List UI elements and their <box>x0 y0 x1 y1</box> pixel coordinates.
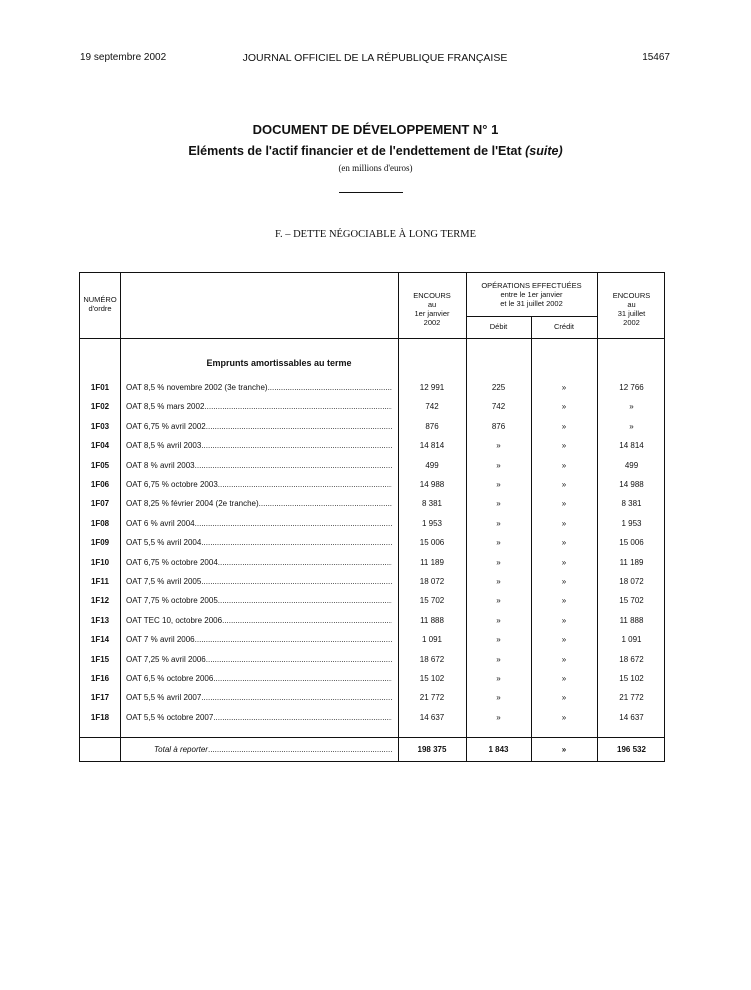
row-encours-fin: 11 189 <box>619 557 644 567</box>
row-encours-debut: 8 381 <box>421 499 443 509</box>
row-code: 1F10 <box>90 557 110 567</box>
header-credit: Crédit <box>553 322 574 331</box>
row-label: OAT 8,25 % février 2004 (2e tranche) ..... <box>126 499 392 508</box>
row-debit: » <box>496 460 501 470</box>
row-encours-debut: 15 102 <box>419 674 445 683</box>
row-encours-fin: 15 006 <box>619 538 644 548</box>
table-row <box>80 457 666 476</box>
total-encours-debut: 198 375 <box>417 745 447 754</box>
row-encours-fin: 11 888 <box>619 615 644 625</box>
header-page-number: 15467 <box>642 52 670 63</box>
table-row <box>80 476 666 495</box>
row-encours-debut: 11 888 <box>420 615 444 625</box>
header-date: 19 septembre 2002 <box>80 52 167 63</box>
row-encours-fin: 8 381 <box>621 499 642 509</box>
row-encours-debut: 1 953 <box>421 518 443 528</box>
table-row <box>80 709 666 728</box>
row-encours-fin: 12 766 <box>619 383 644 392</box>
row-code: 1F08 <box>90 518 110 528</box>
table-divider <box>466 316 597 317</box>
header-operations-line: et le 31 juillet 2002 <box>500 299 563 308</box>
row-encours-fin: 15 702 <box>619 596 644 606</box>
header-encours-fin <box>597 291 666 327</box>
row-debit: 225 <box>491 383 506 392</box>
row-label: OAT 7 % avril 2006 ..... <box>126 635 392 644</box>
row-debit: » <box>496 693 501 703</box>
table-row <box>80 495 666 514</box>
row-encours-debut: 499 <box>425 460 439 470</box>
row-code: 1F12 <box>90 596 110 606</box>
row-label: OAT 5,5 % octobre 2007 ..... <box>126 713 392 722</box>
row-credit: » <box>561 518 567 528</box>
row-label: OAT 8 % avril 2003 ..... <box>126 461 392 470</box>
table-row <box>80 612 666 631</box>
row-encours-debut: 14 988 <box>419 480 445 489</box>
row-encours-debut: 742 <box>425 402 439 412</box>
row-code: 1F04 <box>90 441 110 451</box>
row-encours-debut: 1 091 <box>421 635 443 645</box>
row-encours-debut: 12 991 <box>419 383 445 392</box>
row-label: OAT TEC 10, octobre 2006 ..... <box>126 616 392 625</box>
row-credit: » <box>561 383 567 392</box>
table-row <box>80 651 666 670</box>
row-credit: » <box>561 538 567 548</box>
row-encours-debut: 876 <box>425 421 439 431</box>
header-encours-debut-line: au <box>427 300 437 309</box>
row-credit: » <box>561 480 567 489</box>
row-debit: » <box>496 654 501 664</box>
table-row <box>80 379 666 398</box>
row-encours-fin: » <box>629 421 634 431</box>
row-credit: » <box>561 499 567 509</box>
row-debit: » <box>496 499 501 509</box>
row-credit: » <box>561 615 567 625</box>
page-header <box>80 52 670 66</box>
header-encours-fin-line: au <box>627 300 636 309</box>
row-label: OAT 5,5 % avril 2007 ..... <box>126 693 392 702</box>
row-debit: » <box>496 577 501 586</box>
header-encours-debut-line: 1er janvier <box>414 309 450 318</box>
table-divider <box>80 338 664 339</box>
row-debit: » <box>496 480 501 489</box>
total-credit: » <box>561 745 567 754</box>
row-code: 1F02 <box>90 402 110 412</box>
row-credit: » <box>561 402 567 412</box>
row-debit: 876 <box>491 421 506 431</box>
row-debit: » <box>496 712 501 722</box>
total-encours-fin: 196 532 <box>617 745 646 754</box>
section-title: F. – DETTE NÉGOCIABLE À LONG TERME <box>274 229 477 240</box>
row-encours-debut: 14 814 <box>419 441 445 451</box>
header-encours-debut-line: ENCOURS <box>413 291 451 300</box>
total-label: Total à reporter ..... <box>154 745 392 754</box>
row-credit: » <box>561 635 567 645</box>
row-encours-fin: 499 <box>624 460 639 470</box>
row-encours-fin: 14 637 <box>619 712 644 722</box>
row-credit: » <box>561 577 567 586</box>
row-encours-debut: 18 672 <box>419 654 445 664</box>
total-row <box>80 737 666 763</box>
row-encours-fin: » <box>629 402 634 412</box>
row-label: OAT 7,5 % avril 2005 ..... <box>126 577 392 586</box>
table-row <box>80 670 666 689</box>
header-journal-title: JOURNAL OFFICIEL DE LA RÉPUBLIQUE FRANÇAISE <box>242 52 508 64</box>
header-encours-fin-line: ENCOURS <box>612 291 651 300</box>
table-row <box>80 534 666 553</box>
row-label: OAT 8,5 % novembre 2002 (3e tranche) ..... <box>126 383 392 392</box>
row-debit: » <box>496 518 501 528</box>
table-row <box>80 398 666 417</box>
row-label: OAT 6,75 % avril 2002 ..... <box>126 422 392 431</box>
row-label: OAT 8,5 % mars 2002 ..... <box>126 402 392 411</box>
header-encours-fin-line: 2002 <box>623 318 640 327</box>
row-encours-fin: 1 953 <box>621 518 642 528</box>
row-code: 1F11 <box>91 577 109 586</box>
row-credit: » <box>561 712 567 722</box>
row-code: 1F07 <box>90 499 110 509</box>
row-label: OAT 7,75 % octobre 2005 ..... <box>126 596 392 605</box>
row-code: 1F05 <box>90 460 110 470</box>
row-encours-fin: 14 988 <box>619 480 644 489</box>
row-encours-fin: 18 672 <box>619 654 644 664</box>
row-encours-debut: 14 637 <box>419 712 445 722</box>
document-unit: (en millions d'euros) <box>338 163 413 173</box>
group-title: Emprunts amortissables au terme <box>206 358 352 368</box>
row-code: 1F06 <box>90 480 110 489</box>
header-numero <box>80 295 120 313</box>
document-subtitle <box>0 144 751 158</box>
header-numero-line: NUMÉRO <box>83 295 117 304</box>
row-credit: » <box>561 441 567 451</box>
row-code: 1F17 <box>90 693 110 703</box>
row-credit: » <box>561 460 567 470</box>
debt-table <box>79 272 665 762</box>
row-debit: » <box>496 615 501 625</box>
document-subtitle-text: Eléments de l'actif financier et de l'endettement de l'Etat <box>188 144 522 158</box>
row-credit: » <box>561 596 567 606</box>
title-divider <box>339 192 403 193</box>
row-label: OAT 7,25 % avril 2006 ..... <box>126 655 392 664</box>
row-label: OAT 6 % avril 2004 ..... <box>126 519 392 528</box>
row-encours-fin: 1 091 <box>621 635 642 645</box>
row-code: 1F15 <box>90 654 110 664</box>
table-row <box>80 554 666 573</box>
row-credit: » <box>561 693 567 703</box>
row-label: OAT 6,75 % octobre 2003 ..... <box>126 480 392 489</box>
row-code: 1F03 <box>90 421 110 431</box>
total-debit: 1 843 <box>488 745 509 754</box>
row-encours-fin: 14 814 <box>619 441 644 451</box>
header-operations-line: entre le 1er janvier <box>500 290 563 299</box>
table-row <box>80 573 666 592</box>
row-encours-debut: 21 772 <box>419 693 445 703</box>
row-code: 1F16 <box>90 674 110 683</box>
row-debit: » <box>496 635 501 645</box>
row-code: 1F13 <box>90 615 110 625</box>
row-encours-debut: 18 072 <box>419 577 445 586</box>
row-encours-fin: 18 072 <box>619 577 644 586</box>
table-row <box>80 437 666 456</box>
row-encours-debut: 15 006 <box>419 538 445 548</box>
row-debit: » <box>496 441 501 451</box>
row-credit: » <box>561 421 567 431</box>
row-encours-debut: 15 702 <box>419 596 445 606</box>
row-encours-fin: 15 102 <box>619 674 644 683</box>
row-debit: » <box>496 596 501 606</box>
row-encours-debut: 11 189 <box>420 557 444 567</box>
header-operations-line: OPÉRATIONS EFFECTUÉES <box>481 281 582 290</box>
header-encours-debut-line: 2002 <box>423 318 441 327</box>
row-code: 1F09 <box>90 538 110 548</box>
row-code: 1F01 <box>90 383 110 392</box>
row-debit: 742 <box>491 402 506 412</box>
header-numero-line: d'ordre <box>88 304 112 313</box>
header-encours-debut <box>398 291 466 327</box>
header-debit: Débit <box>489 322 508 331</box>
header-encours-fin-line: 31 juillet <box>617 309 646 318</box>
row-encours-fin: 21 772 <box>619 693 644 703</box>
row-credit: » <box>561 557 567 567</box>
row-code: 1F18 <box>90 712 110 722</box>
table-row <box>80 592 666 611</box>
table-row <box>80 689 666 708</box>
header-operations <box>466 281 597 308</box>
table-row <box>80 418 666 437</box>
row-label: OAT 5,5 % avril 2004 ..... <box>126 538 392 547</box>
document-subtitle-suffix: (suite) <box>525 144 563 158</box>
row-label: OAT 6,5 % octobre 2006 ..... <box>126 674 392 683</box>
row-label: OAT 6,75 % octobre 2004 ..... <box>126 558 392 567</box>
row-code: 1F14 <box>90 635 110 645</box>
row-debit: » <box>496 538 501 548</box>
table-row <box>80 515 666 534</box>
row-label: OAT 8,5 % avril 2003 ..... <box>126 441 392 450</box>
table-row <box>80 631 666 650</box>
row-debit: » <box>496 674 501 683</box>
row-credit: » <box>561 654 567 664</box>
row-debit: » <box>496 557 501 567</box>
row-credit: » <box>561 674 567 683</box>
document-title: DOCUMENT DE DÉVELOPPEMENT N° 1 <box>252 122 499 137</box>
